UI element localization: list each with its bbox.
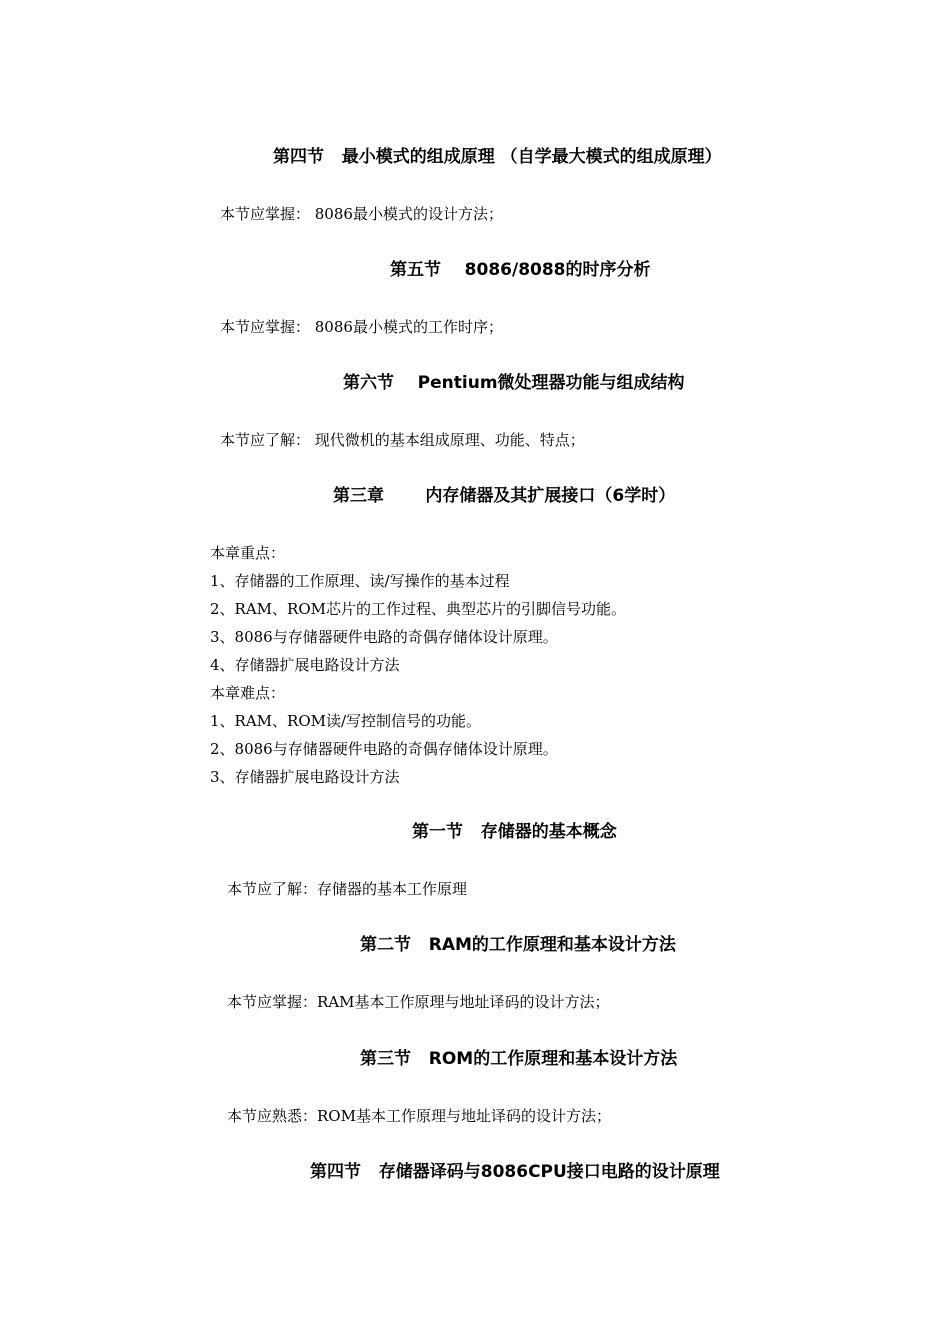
section-heading: 第四节 存储器译码与8086CPU接口电路的设计原理 [310, 1162, 720, 1182]
section-heading: 第二节 RAM的工作原理和基本设计方法 [360, 935, 676, 955]
difficult-point-item: 2、8086与存储器硬件电路的奇偶存储体设计原理。 [210, 740, 558, 758]
section-heading: 第一节 存储器的基本概念 [412, 822, 617, 842]
section-note: 本节应熟悉：ROM基本工作原理与地址译码的设计方法； [227, 1107, 611, 1125]
section-heading: 第六节 Pentium微处理器功能与组成结构 [343, 373, 685, 393]
difficult-point-item: 1、RAM、ROM读/写控制信号的功能。 [210, 712, 482, 730]
key-point-item: 4、存储器扩展电路设计方法 [210, 656, 400, 674]
difficult-points-title: 本章难点： [210, 684, 286, 702]
key-point-item: 3、8086与存储器硬件电路的奇偶存储体设计原理。 [210, 628, 558, 646]
section-note: 本节应掌握： 8086最小模式的设计方法； [220, 205, 503, 223]
section-note: 本节应了解：存储器的基本工作原理 [227, 880, 468, 898]
difficult-point-item: 3、存储器扩展电路设计方法 [210, 768, 400, 786]
section-note: 本节应了解： 现代微机的基本组成原理、功能、特点； [220, 431, 585, 449]
chapter-heading: 第三章 内存储器及其扩展接口（6学时） [333, 486, 676, 506]
section-heading: 第三节 ROM的工作原理和基本设计方法 [360, 1049, 678, 1069]
section-note: 本节应掌握： 8086最小模式的工作时序； [220, 318, 503, 336]
key-point-item: 2、RAM、ROM芯片的工作过程、典型芯片的引脚信号功能。 [210, 600, 626, 618]
section-heading: 第五节 8086/8088的时序分析 [390, 260, 651, 280]
key-point-item: 1、存储器的工作原理、读/写操作的基本过程 [210, 572, 510, 590]
section-heading: 第四节 最小模式的组成原理 （自学最大模式的组成原理） [273, 147, 722, 167]
section-note: 本节应掌握：RAM基本工作原理与地址译码的设计方法； [227, 993, 610, 1011]
key-points-title: 本章重点： [210, 544, 286, 562]
